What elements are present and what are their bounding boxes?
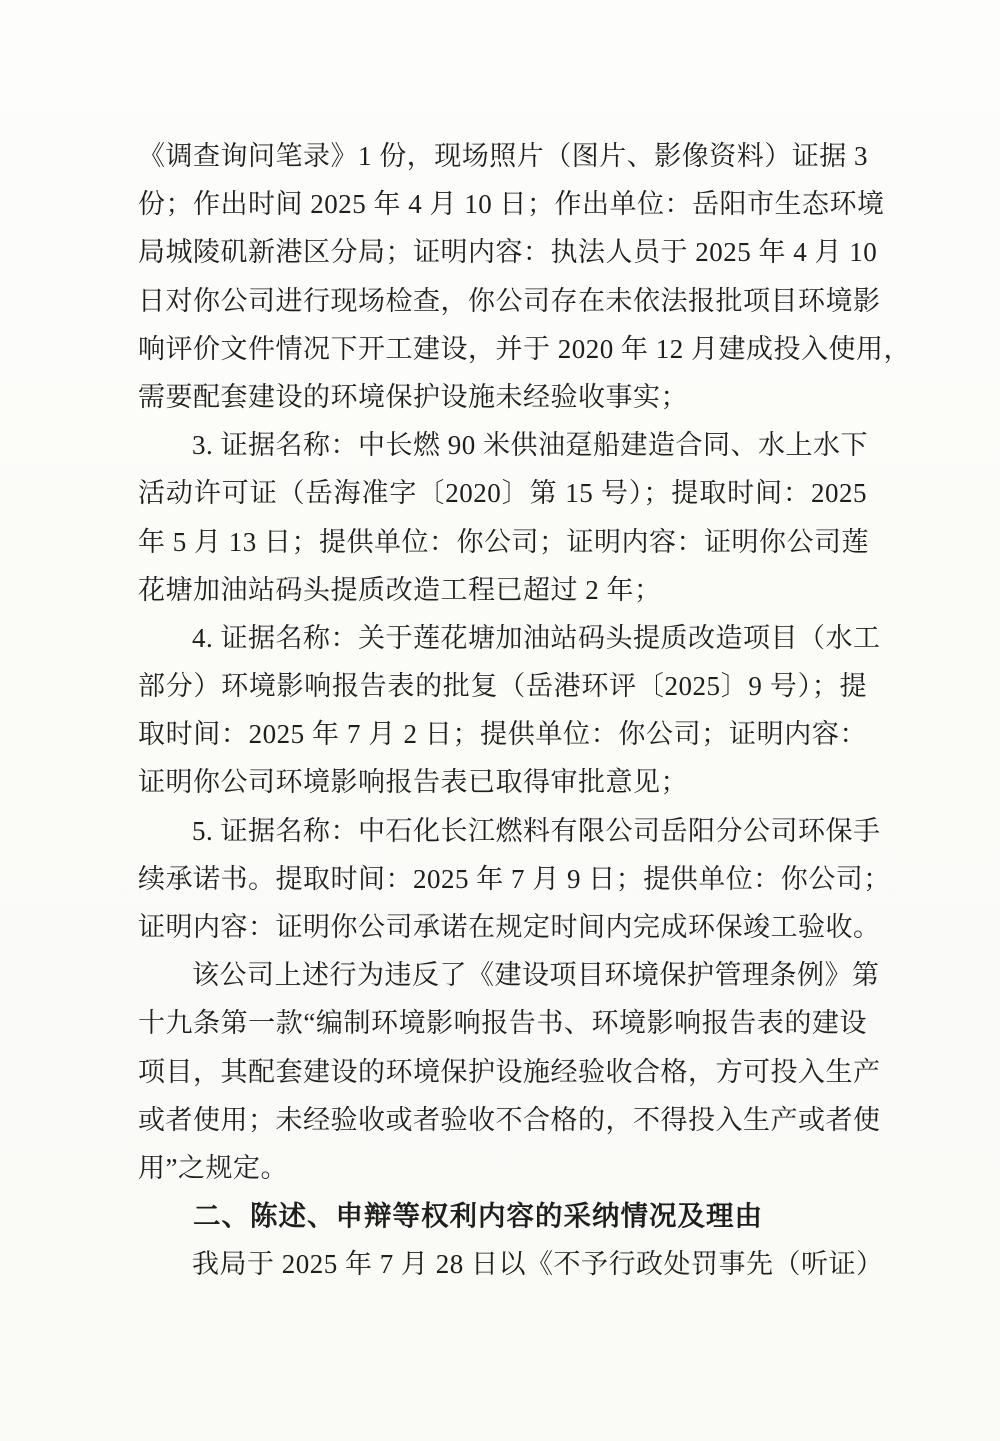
text-line: 活动许可证（岳海准字〔2020〕第 15 号）；提取时间：2025 <box>138 478 867 509</box>
text-line: 续承诺书。提取时间：2025 年 7 月 9 日；提供单位：你公司； <box>138 863 891 894</box>
text-line: 部分）环境影响报告表的批复（岳港环评〔2025〕9 号）；提 <box>138 671 867 702</box>
text-line: 需要配套建设的环境保护设施未经验收事实； <box>138 381 688 412</box>
text-line: 该公司上述行为违反了《建设项目环境保护管理条例》第 <box>192 960 880 991</box>
text-line: 用”之规定。 <box>138 1152 288 1183</box>
text-line: 项目，其配套建设的环境保护设施经验收合格，方可投入生产 <box>138 1056 881 1087</box>
section-heading: 二、陈述、申辩等权利内容的采纳情况及理由 <box>193 1200 763 1232</box>
text-line: 5. 证据名称：中石化长江燃料有限公司岳阳分公司环保手 <box>192 815 881 846</box>
text-line: 或者使用；未经验收或者验收不合格的，不得投入生产或者使 <box>138 1104 881 1135</box>
text-line: 取时间：2025 年 7 月 2 日；提供单位：你公司；证明内容： <box>138 719 867 750</box>
text-line: 《调查询问笔录》1 份，现场照片（图片、影像资料）证据 3 <box>138 141 868 171</box>
text-line: 花塘加油站码头提质改造工程已超过 2 年； <box>138 574 662 605</box>
text-line: 响评价文件情况下开工建设，并于 2020 年 12 月建成投入使用， <box>138 333 911 364</box>
text-line: 4. 证据名称：关于莲花塘加油站码头提质改造项目（水工 <box>192 622 881 653</box>
text-line: 我局于 2025 年 7 月 28 日以《不予行政处罚事先（听证） <box>192 1249 884 1280</box>
text-line: 局城陵矶新港区分局；证明内容：执法人员于 2025 年 4 月 10 <box>138 237 878 268</box>
text-line: 十九条第一款“编制环境影响报告书、环境影响报告表的建设 <box>138 1008 867 1039</box>
text-line: 日对你公司进行现场检查，你公司存在未依法报批项目环境影 <box>138 285 881 316</box>
text-line: 3. 证据名称：中长燃 90 米供油趸船建造合同、水上水下 <box>192 430 868 461</box>
text-line: 份；作出时间 2025 年 4 月 10 日；作出单位：岳阳市生态环境 <box>138 189 885 220</box>
document-text-block <box>138 132 911 1289</box>
text-line: 证明内容：证明你公司承诺在规定时间内完成环保竣工验收。 <box>138 912 881 942</box>
text-line: 证明你公司环境影响报告表已取得审批意见； <box>138 767 688 798</box>
text-line: 年 5 月 13 日；提供单位：你公司；证明内容：证明你公司莲 <box>138 526 869 557</box>
